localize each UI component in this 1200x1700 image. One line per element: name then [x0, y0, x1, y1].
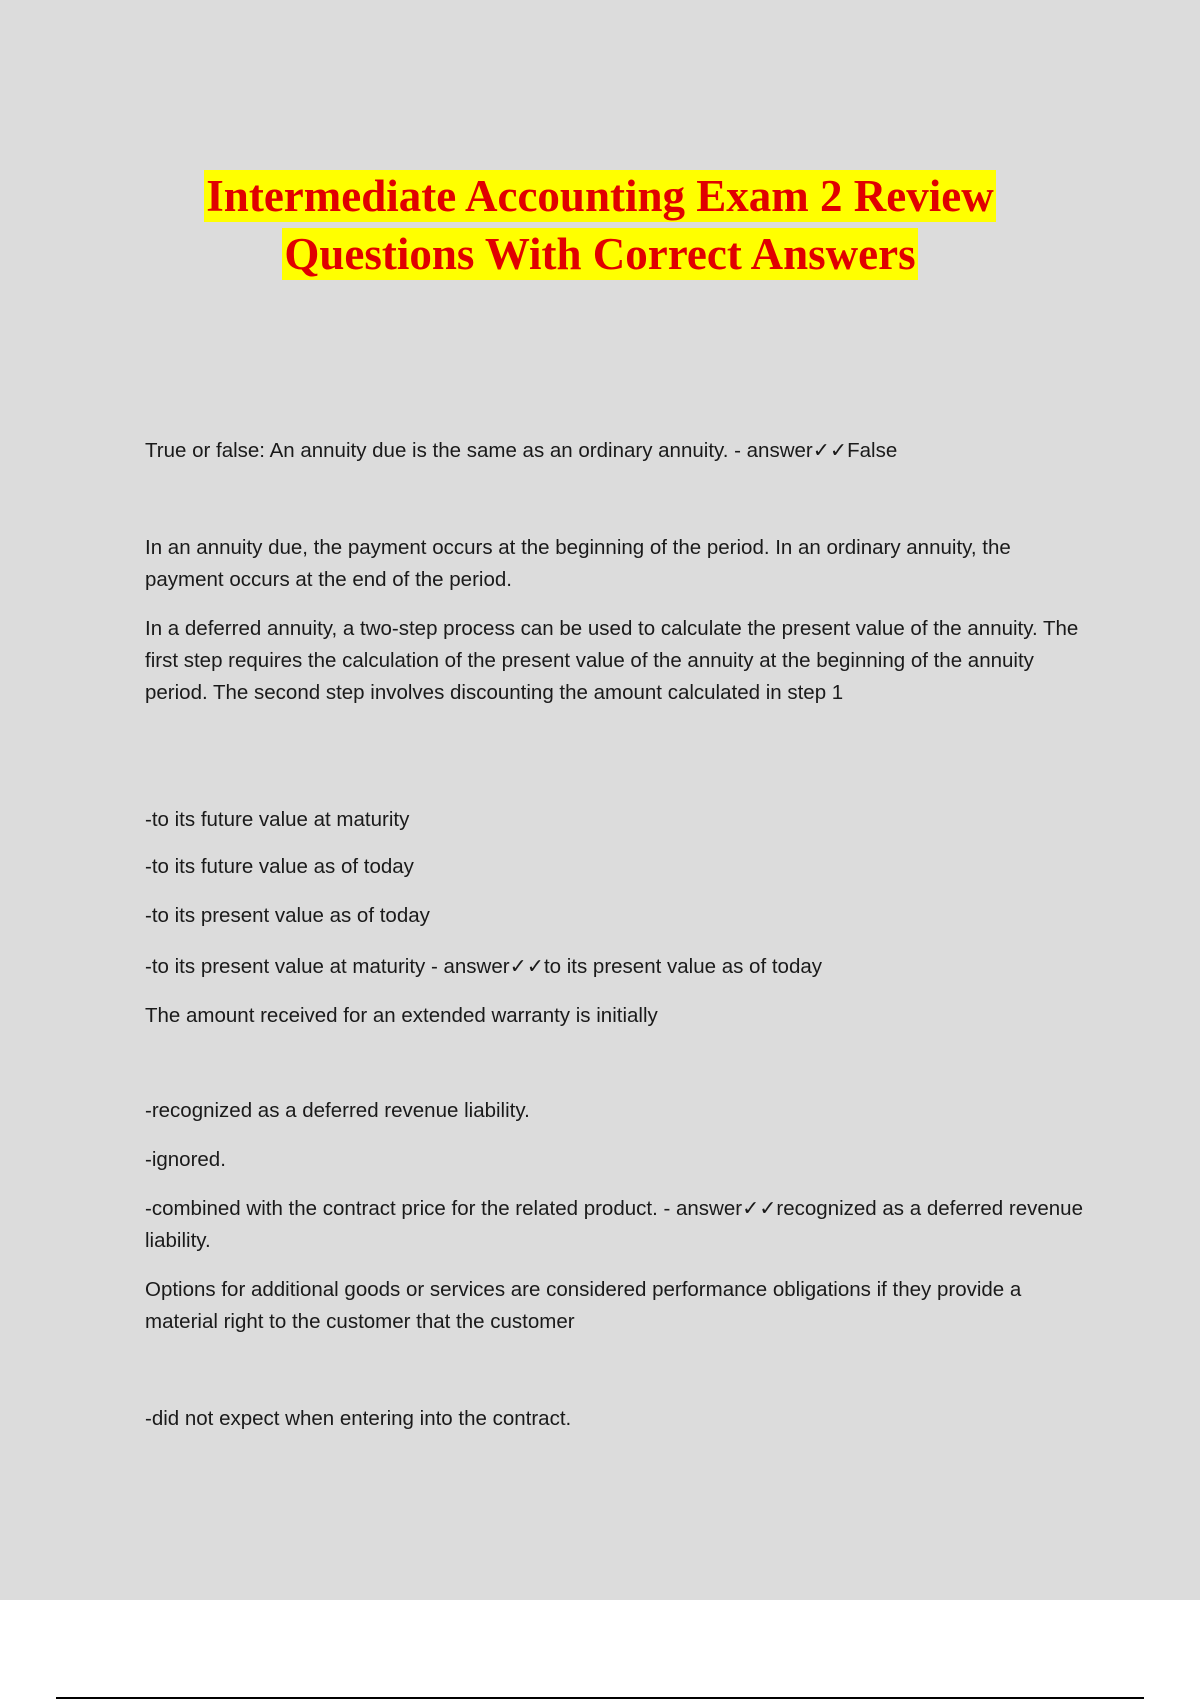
title-line-2: Questions With Correct Answers [284, 229, 916, 279]
question-paragraph: The amount received for an extended warranty is initially [145, 1004, 658, 1027]
answer-option: -to its present value at maturity - answer✓✓to its present value as of today [145, 955, 822, 978]
answer-option: -recognized as a deferred revenue liability. [145, 1099, 530, 1122]
answer-option: -to its future value at maturity [145, 808, 410, 831]
answer-option: -to its future value as of today [145, 855, 414, 878]
answer-option: -to its present value as of today [145, 904, 430, 927]
explanation-paragraph: In an annuity due, the payment occurs at the beginning of the period. In an ordinary annuity, the payment occurs at the end of the period. [145, 536, 1011, 591]
page-divider [56, 1697, 1144, 1699]
document-title [0, 170, 1200, 288]
answer-option: -ignored. [145, 1148, 226, 1171]
answer-option: -combined with the contract price for the related product. - answer✓✓recognized as a deferred revenue liability. [145, 1197, 1083, 1252]
question-paragraph: Options for additional goods or services are considered performance obligations if they provide a material right to the customer that the customer [145, 1278, 1022, 1333]
question-paragraph: In a deferred annuity, a two-step process can be used to calculate the present value of the annuity. The first step requires the calculation of the present value of the annuity at the beginning of the annuity period. The second step involves discounting the amount calculated in step 1 [145, 617, 1079, 704]
answer-option: -did not expect when entering into the contract. [145, 1407, 572, 1430]
question-paragraph: True or false: An annuity due is the same as an ordinary annuity. - answer✓✓False [145, 439, 898, 462]
title-line-1: Intermediate Accounting Exam 2 Review [206, 171, 994, 221]
